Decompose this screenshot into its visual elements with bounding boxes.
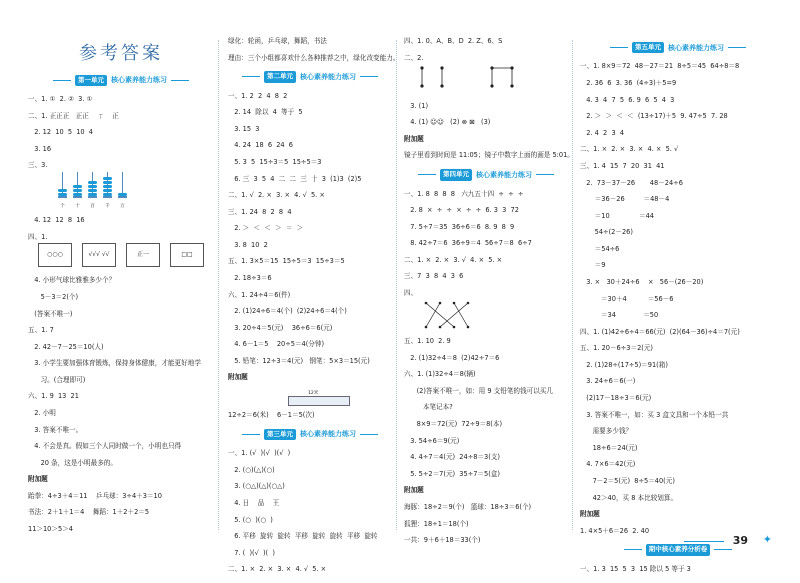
answer-line: ＝54÷6 xyxy=(580,244,620,253)
answer-line: 1. 4×5＋6＝26 2. 40 xyxy=(580,526,650,535)
star-icon: ✦ xyxy=(762,533,772,546)
answer-line: 一、1. 8×9＝72 48－27＝21 8÷5＝45 64÷8＝8 xyxy=(580,62,740,71)
answer-line: 3. 15 3 xyxy=(228,124,260,133)
answer-column-4 xyxy=(580,38,776,582)
section-badge: 期中核心素养分析卷 xyxy=(646,544,711,555)
extra-question-heading: 附加题 xyxy=(580,510,600,519)
answer-line: 二、2. xyxy=(404,53,424,62)
answer-line: 3. 24÷6＝6(一) xyxy=(580,377,636,386)
answer-boxes xyxy=(38,243,214,267)
answer-line: 7－2＝5(元) 8÷5＝40(元) xyxy=(580,476,675,485)
answer-line: ＝9 xyxy=(580,261,606,270)
abacus-labels: 个 十 百 千 万 xyxy=(60,204,125,210)
answer-line: 7. 5÷7＝35 36÷6＝6 8. 9 8 9 xyxy=(404,222,515,231)
ruler-label: 12米 xyxy=(308,391,319,397)
answer-line: 一、1. 3 15 5 3 15 除以 5 等于 3 xyxy=(580,564,691,573)
answer-line: 二、1. √ 2. × 3. × 4. √ 5. × xyxy=(228,191,325,200)
answer-line: 六、1. (1)32÷4＝8(辆) xyxy=(404,370,476,379)
section-name: 核心素养能力练习 xyxy=(300,430,356,439)
answer-line: 8. 42÷7＝6 36÷9＝4 56÷7＝8 6÷7 xyxy=(404,239,532,248)
answer-line: 六、1. 9 13 21 xyxy=(28,392,79,401)
answer-line: 书法：2＋1＋1＝4 舞蹈：1＋2＋2＝5 xyxy=(28,508,150,517)
abacus-figure xyxy=(58,172,214,198)
section-badge: 第三单元 xyxy=(264,429,296,440)
answer-line: 四、1. (1)42÷6÷4＝66(元) (2)(64－36)÷4＝7(元) xyxy=(580,327,740,336)
section-badge: 第二单元 xyxy=(264,71,296,82)
section-header-unit2 xyxy=(228,71,392,82)
answer-line: 11＞10＞5＞4 xyxy=(28,525,73,534)
answer-line: 习。(合理即可) xyxy=(28,375,86,384)
answer-line: (2)答案不唯一，如：用 9 支铅笔的钱可以买几 xyxy=(404,386,553,395)
page-title: 参考答案 xyxy=(79,43,163,64)
answer-line: 3. 答案不唯一。 xyxy=(28,425,83,434)
answer-line: 3. 16 xyxy=(28,144,52,153)
answer-line: 4. 3 4 7 5 6. 9 6 5 4 3 xyxy=(580,95,675,104)
answer-line: 海豚：18÷2＝9(个) 篮球：18÷3＝6(个) xyxy=(404,502,532,511)
answer-line: 4. 12 12 8 16 xyxy=(28,216,85,225)
answer-line: 绿化：轮函，乒乓球，舞蹈，书法 xyxy=(228,37,327,45)
answer-line: 本笔记本? xyxy=(404,403,453,412)
column-divider xyxy=(572,40,573,530)
answer-line: 2. ＞ ＜ ＜ ＞ ＝ ＞ xyxy=(228,224,304,233)
dot-grid-figure xyxy=(412,64,532,92)
extra-question-heading: 附加题 xyxy=(404,134,424,143)
answer-column-1 xyxy=(28,38,214,543)
answer-line: 二、1. × 2. × 3. × 4. × 5. √ xyxy=(580,145,679,154)
answer-line: 二、1. × 2. × 3. × 4. √ 5. × xyxy=(228,565,327,574)
column-divider xyxy=(218,40,219,530)
answer-line: 20 条，这是小明最多的。 xyxy=(28,458,117,467)
footer-rule xyxy=(684,541,724,542)
section-name: 核心素养能力练习 xyxy=(111,76,167,85)
answer-line: 54÷(2－26) xyxy=(580,228,633,237)
answer-line: 2. 14 除以 4 等于 5 xyxy=(228,108,303,117)
answer-box: 正一 xyxy=(126,243,160,267)
extra-question-heading: 附加题 xyxy=(28,475,48,484)
answer-line: 需要多少钱？ xyxy=(580,427,633,436)
section-name: 核心素养能力练习 xyxy=(300,72,356,81)
answer-line: 五、1. 7 xyxy=(28,326,54,335)
answer-line: 一、1. (√ )(√ )(√ ) xyxy=(228,449,291,458)
ruler-figure xyxy=(288,396,350,406)
answer-line: 4. 6－1＝5 20÷5＝4(分钟) xyxy=(228,340,325,349)
answer-line: ＝30＋4 ＝56－6 xyxy=(580,294,674,303)
answer-line: 42＞40，买 8 本比较划算。 xyxy=(580,493,678,502)
section-header-unit3 xyxy=(228,429,392,440)
answer-line: 2. 36 6 3. 36 (4÷3)＋5=9 xyxy=(580,79,677,88)
answer-line: 3. 54÷6＝9(元) xyxy=(404,436,460,445)
answer-line: 4. 24 18 6 24 6 xyxy=(228,141,294,150)
answer-line: 4. 不会是真。假如三个人同时做一个，小明也只得 xyxy=(28,442,182,451)
answer-line: 2. (1)32÷4＝8 (2)42÷7＝6 xyxy=(404,353,500,362)
answer-line: 4. 7×6＝42(元) xyxy=(580,460,636,469)
column-divider xyxy=(396,40,397,530)
answer-line: 5. 3 5 15÷3＝5 15÷5＝3 xyxy=(228,157,322,166)
answer-line: 12÷2＝6(米) 6－1＝5(次) xyxy=(228,411,315,420)
answer-line: 六、1. 24÷4＝6(件) xyxy=(228,290,291,299)
answer-line: 四、1. 0、A、B、D 2. Z、6、S xyxy=(404,37,503,45)
answer-line: 6. 三 3 5 4 二 二 三 十 3 (1)3 (2)5 xyxy=(228,174,362,183)
answer-line: 2. 8 × ÷ ÷ × ÷ ÷ 6. 3 3 72 xyxy=(404,206,519,215)
answer-line: 5. 5÷2＝7(元) 35÷7＝5(盒) xyxy=(404,469,500,478)
answer-line: 五、1. 20－6÷3＝2(元) xyxy=(580,344,654,353)
answer-line: 5. (○ )(○ ) xyxy=(228,515,273,524)
answer-line: 一、1. 2 2 4 8 2 xyxy=(228,91,288,100)
answer-line: 2. 12 10 5 10 4 xyxy=(28,128,94,137)
answer-line: 三、7 3 8 4 3 6 xyxy=(404,272,464,281)
answer-column-2 xyxy=(228,37,400,583)
answer-column-3 xyxy=(404,37,574,554)
answer-line: 跆拳：4÷3＋4＝11 乒乓球：3÷4＋3＝10 xyxy=(28,491,162,500)
section-badge: 第一单元 xyxy=(75,75,107,86)
answer-line: 6. 平移 旋转 旋转 平移 旋转 旋转 平移 旋转 xyxy=(228,532,378,541)
answer-line: 2. (1)24÷6＝4(个) (2)24÷6＝4(个) xyxy=(228,307,347,316)
answer-line: 3. 答案不唯一，如：买 3 盒文具和一个本铅一共 xyxy=(580,410,729,419)
answer-line: 7. ( )(√ )( ) xyxy=(228,548,275,557)
answer-line: (答案不唯一) xyxy=(28,309,73,318)
answer-line: 三、3. xyxy=(28,161,48,170)
answer-line: 2. (1)28÷(17÷5)＝91(箱) xyxy=(580,360,668,369)
answer-line: ＝36－26 ＝48－4 xyxy=(580,195,670,204)
answer-line: 理由：三个小组都喜欢什么各种推荐之中，绿化改变能力。 xyxy=(228,53,400,62)
answer-line: 4. 小形气球比雅雅多少个？ xyxy=(28,276,116,285)
answer-line: 3. × 30＋24÷6 × 56－(26－20) xyxy=(580,277,704,286)
answer-line: 5. 铅笔：12÷3＝4(元) 钢笔：5×3＝15(元) xyxy=(228,356,370,365)
answer-line: 3. (1) xyxy=(404,101,429,110)
extra-question-heading: 附加题 xyxy=(228,373,248,382)
answer-line: 4. 4÷7＝4(元) 24÷8＝3(支) xyxy=(404,453,500,462)
answer-line: ＝34 ＝50 xyxy=(580,311,659,320)
answer-box: ○○○ xyxy=(38,243,72,267)
extra-question-heading: 附加题 xyxy=(404,486,424,495)
matching-lines-figure xyxy=(420,300,480,330)
section-header-unit1 xyxy=(28,75,214,86)
answer-line: 四、1. xyxy=(28,232,48,241)
answer-line: 狐狸：18÷1＝18(个) xyxy=(404,519,469,528)
answer-line: 镜子里看到时间是 11:05；镜子中数字上面的画是 5:01。 xyxy=(404,151,574,160)
answer-line: 3. 小学生要加强体育锻炼，保持身体健康，才能更好地学 xyxy=(28,359,201,368)
answer-line: 五、1. 10 2. 9 xyxy=(404,337,451,346)
answer-line: 2. 4 2 3 4 xyxy=(580,128,625,137)
answer-line: 2. 73－37－26 48－24÷6 xyxy=(580,178,683,187)
answer-line: 3. 8 10 2 xyxy=(228,240,268,249)
answer-line: 2. 18÷3＝6 xyxy=(228,273,272,282)
section-badge: 第五单元 xyxy=(632,42,664,53)
answer-line: 5－3＝2(个) xyxy=(28,292,79,301)
answer-line: 三、1. 24 8 2 8 4 xyxy=(228,207,292,216)
answer-line: 4. (1) ☺☺ (2) ⊗ ⊠ (3) xyxy=(404,118,491,127)
answer-line: 3. (○△)(△)(○△) xyxy=(228,482,285,491)
page-number: 39 xyxy=(732,534,748,547)
answer-line: 2. (○)(△)(○) xyxy=(228,465,275,474)
answer-line: 一、1. ① 2. ② 3. ① xyxy=(28,95,93,104)
section-badge: 第四单元 xyxy=(440,169,472,180)
answer-box: □□ xyxy=(170,243,204,267)
answer-line: 18÷6＝24(元) xyxy=(580,443,638,452)
answer-line: 二、1. × 2. × 3. √ 4. × 5. × xyxy=(404,255,503,264)
answer-line: ＝10 ＝44 xyxy=(580,211,654,220)
answer-line: 一、1. 8 8 8 8 六九五十四 ÷ ÷ ÷ xyxy=(404,189,524,198)
section-header-unit5 xyxy=(580,42,776,53)
answer-line: (2)17－18÷3＝6(元) xyxy=(580,394,652,403)
section-name: 核心素养能力练习 xyxy=(476,170,532,179)
answer-line: 五、1. 3×5＝15 15÷5＝3 15÷3＝5 xyxy=(228,257,345,266)
section-name: 核心素养能力练习 xyxy=(668,43,724,52)
answer-line: 一共：9＋6＋18＝33(个) xyxy=(404,536,481,545)
answer-line: 4. 日 品 王 xyxy=(228,498,280,507)
answer-line: 二、1. 正正正 正正 ㄒ 正 xyxy=(28,111,119,120)
answer-line: 3. 20÷4＝5(元) 36÷6＝6(元) xyxy=(228,323,333,332)
answer-line: 三、1. 4 15 7 20 31 41 xyxy=(580,161,665,170)
answer-line: 四、 xyxy=(404,288,418,297)
answer-line: 2. ＞ ＞ ＜ ＜ (13÷17)＋5 9. 47÷5 7. 28 xyxy=(580,112,728,121)
answer-box: √√√ √√ xyxy=(82,243,116,267)
answer-line: 2. 小明 xyxy=(28,409,56,417)
answer-line: 2. 42－7－25＝10(人) xyxy=(28,342,104,351)
answer-line: 8×9＝72(元) 72÷9＝8(本) xyxy=(404,420,503,429)
section-header-unit4 xyxy=(404,169,568,180)
